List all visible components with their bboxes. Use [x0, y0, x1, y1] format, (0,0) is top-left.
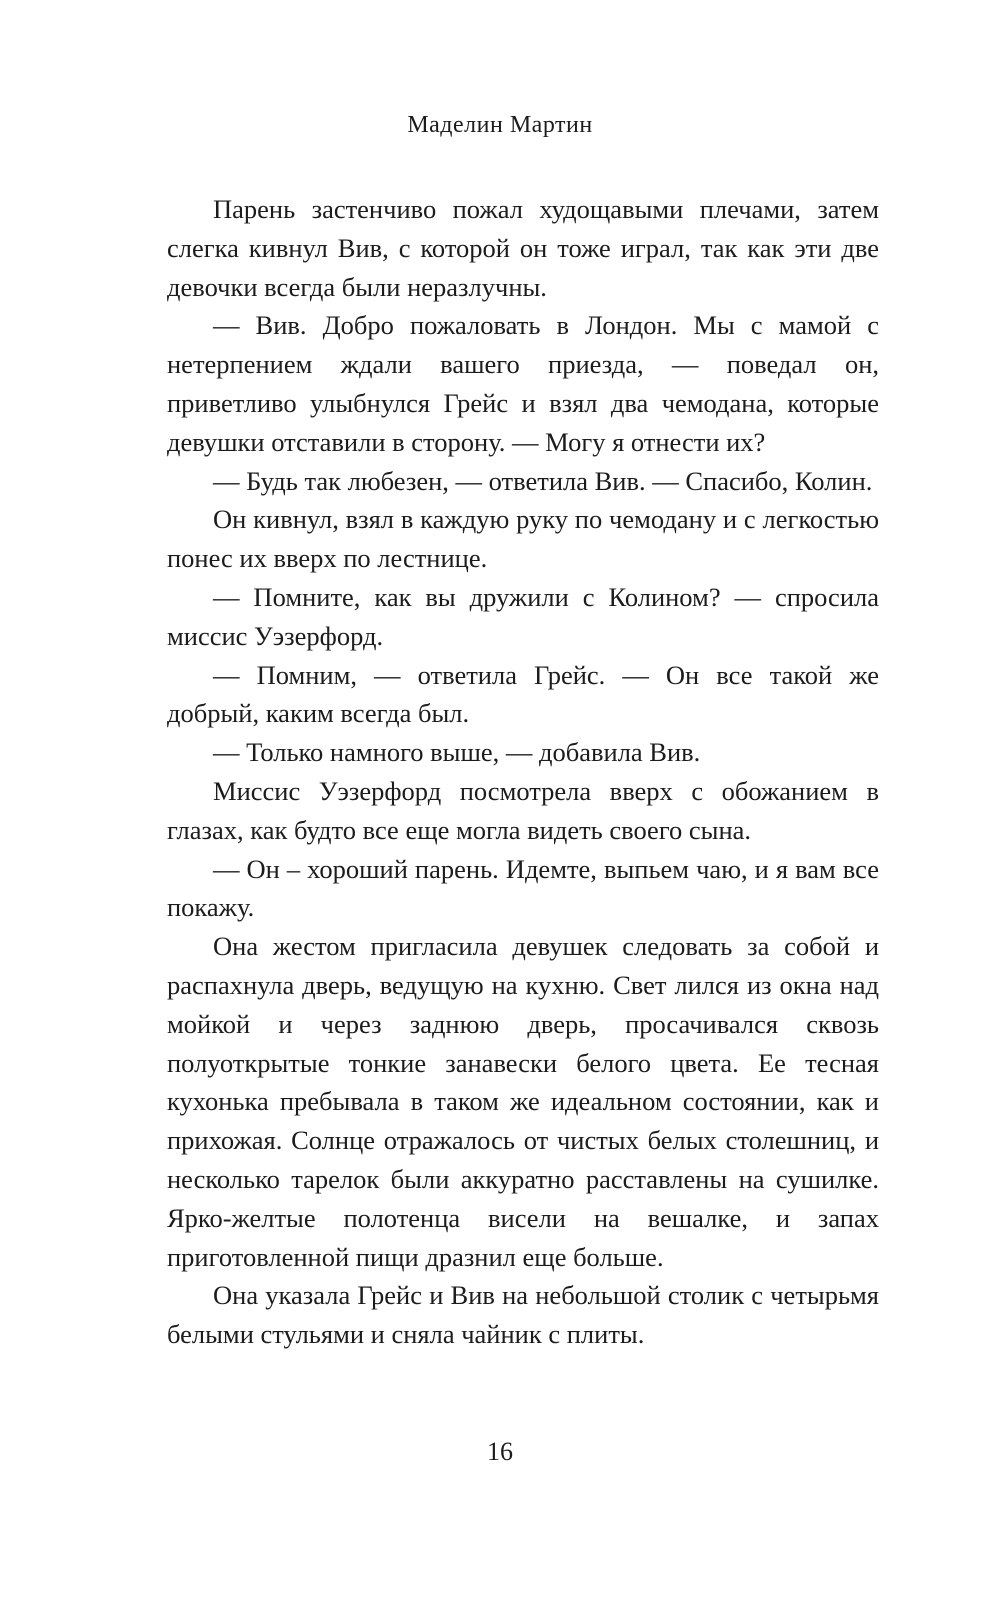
paragraph: Она указала Грейс и Вив на небольшой столик с четырьмя белыми стульями и сняла чайник с плиты. — [167, 1280, 879, 1350]
paragraph: — Он – хороший парень. Идемте, выпьем чаю, и я вам все покажу. — [167, 853, 879, 923]
body-text — [167, 190, 879, 1354]
paragraph: — Вив. Добро пожаловать в Лондон. Мы с мамой с нетерпением ждали вашего приезда, — поведал он, приветливо улыбнулся Грейс и взял два чемодана, которые девушки отставили в сторону. — Могу я отнести их? — [167, 310, 879, 457]
paragraph: — Только намного выше, — добавила Вив. — [213, 737, 701, 768]
paragraph: Она жестом пригласила девушек следовать за собой и распахнула дверь, ведущую на кухню. Свет лился из окна над мойкой и через заднюю дверь, просачивался сквозь полуоткрытые тонкие занавески белого цвета. Ее тесная кухонька пребывала в таком же идеальном состоянии, как и прихожая. Солнце отражалось от чистых белых столешниц, и несколько тарелок были аккуратно расставлены на сушилке. Ярко-желтые полотенца висели на вешалке, и запах приготовленной пищи дразнил еще больше. — [167, 931, 879, 1272]
paragraph: Он кивнул, взял в каждую руку по чемодану и с легкостью понес их вверх по лестнице. — [167, 504, 879, 574]
paragraph: Парень застенчиво пожал худощавыми плечами, затем слегка кивнул Вив, с которой он тоже играл, так как эти две девочки всегда были неразлучны. — [167, 194, 879, 302]
paragraph: — Помним, — ответила Грейс. — Он все такой же добрый, каким всегда был. — [167, 659, 879, 729]
paragraph: — Помните, как вы дружили с Колином? — спросила миссис Уэзерфорд. — [167, 581, 879, 651]
page-number: 16 — [487, 1437, 513, 1466]
paragraph: Миссис Уэзерфорд посмотрела вверх с обожанием в глазах, как будто все еще могла видеть своего сына. — [167, 775, 879, 845]
paragraph: — Будь так любезен, — ответила Вив. — Спасибо, Колин. — [213, 465, 873, 496]
running-header-author: Маделин Мартин — [407, 112, 593, 138]
